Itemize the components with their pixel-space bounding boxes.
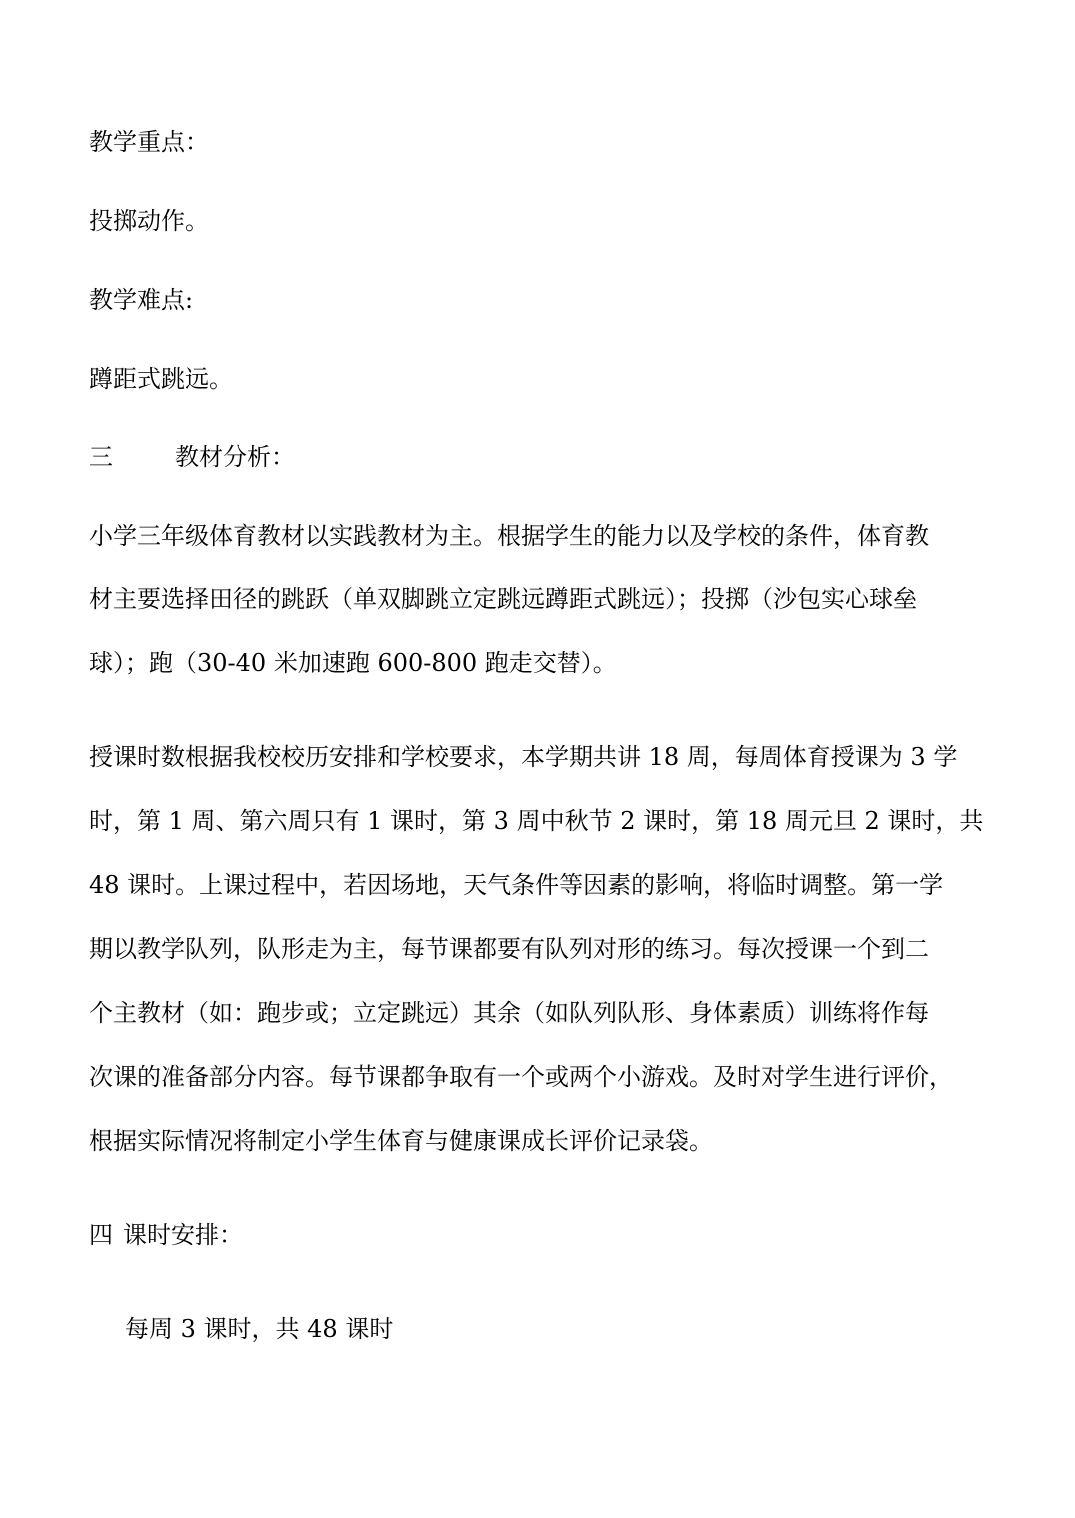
paragraph-line: 小学三年级体育教材以实践教材为主。根据学生的能力以及学校的条件，体育教: [89, 522, 929, 550]
paragraph-line: 根据实际情况将制定小学生体育与健康课成长评价记录袋。: [89, 1127, 713, 1155]
paragraph-line: 次课的准备部分内容。每节课都争取有一个或两个小游戏。及时对学生进行评价，: [89, 1063, 953, 1091]
section3-number: 三: [89, 443, 113, 471]
paragraph-line: 授课时数根据我校校历安排和学校要求，本学期共讲 18 周，每周体育授课为 3 学: [89, 743, 958, 771]
key-point-text: 投掷动作。: [89, 207, 209, 235]
section4-heading: [89, 1220, 243, 1250]
paragraph-line: 材主要选择田径的跳跃（单双脚跳立定跳远蹲距式跳远）；投掷（沙包实心球垒: [89, 585, 917, 613]
difficulty-text: 蹲距式跳远。: [89, 365, 233, 393]
section4-text: 每周 3 课时，共 48 课时: [125, 1315, 394, 1343]
paragraph-line: 期以教学队列，队形走为主，每节课都要有队列对形的练习。每次授课一个到二: [89, 935, 929, 963]
paragraph-line: 时，第 1 周、第六周只有 1 课时，第 3 周中秋节 2 课时，第 18 周元旦 2 课时，共: [89, 807, 984, 835]
key-point-heading: 教学重点：: [89, 128, 209, 156]
paragraph-line: 个主教材（如：跑步或；立定跳远）其余（如队列队形、身体素质）训练将作每: [89, 999, 929, 1027]
difficulty-heading: 教学难点:: [89, 286, 194, 314]
paragraph-line: 球）；跑（30-40 米加速跑 600-800 跑走交替）。: [89, 649, 617, 677]
section3-heading: [89, 442, 295, 472]
section4-number: 四: [89, 1221, 113, 1249]
section3-title: 教材分析：: [175, 443, 295, 471]
section4-title: 课时安排：: [123, 1221, 243, 1249]
paragraph-line: 48 课时。上课过程中，若因场地，天气条件等因素的影响，将临时调整。第一学: [89, 871, 944, 899]
